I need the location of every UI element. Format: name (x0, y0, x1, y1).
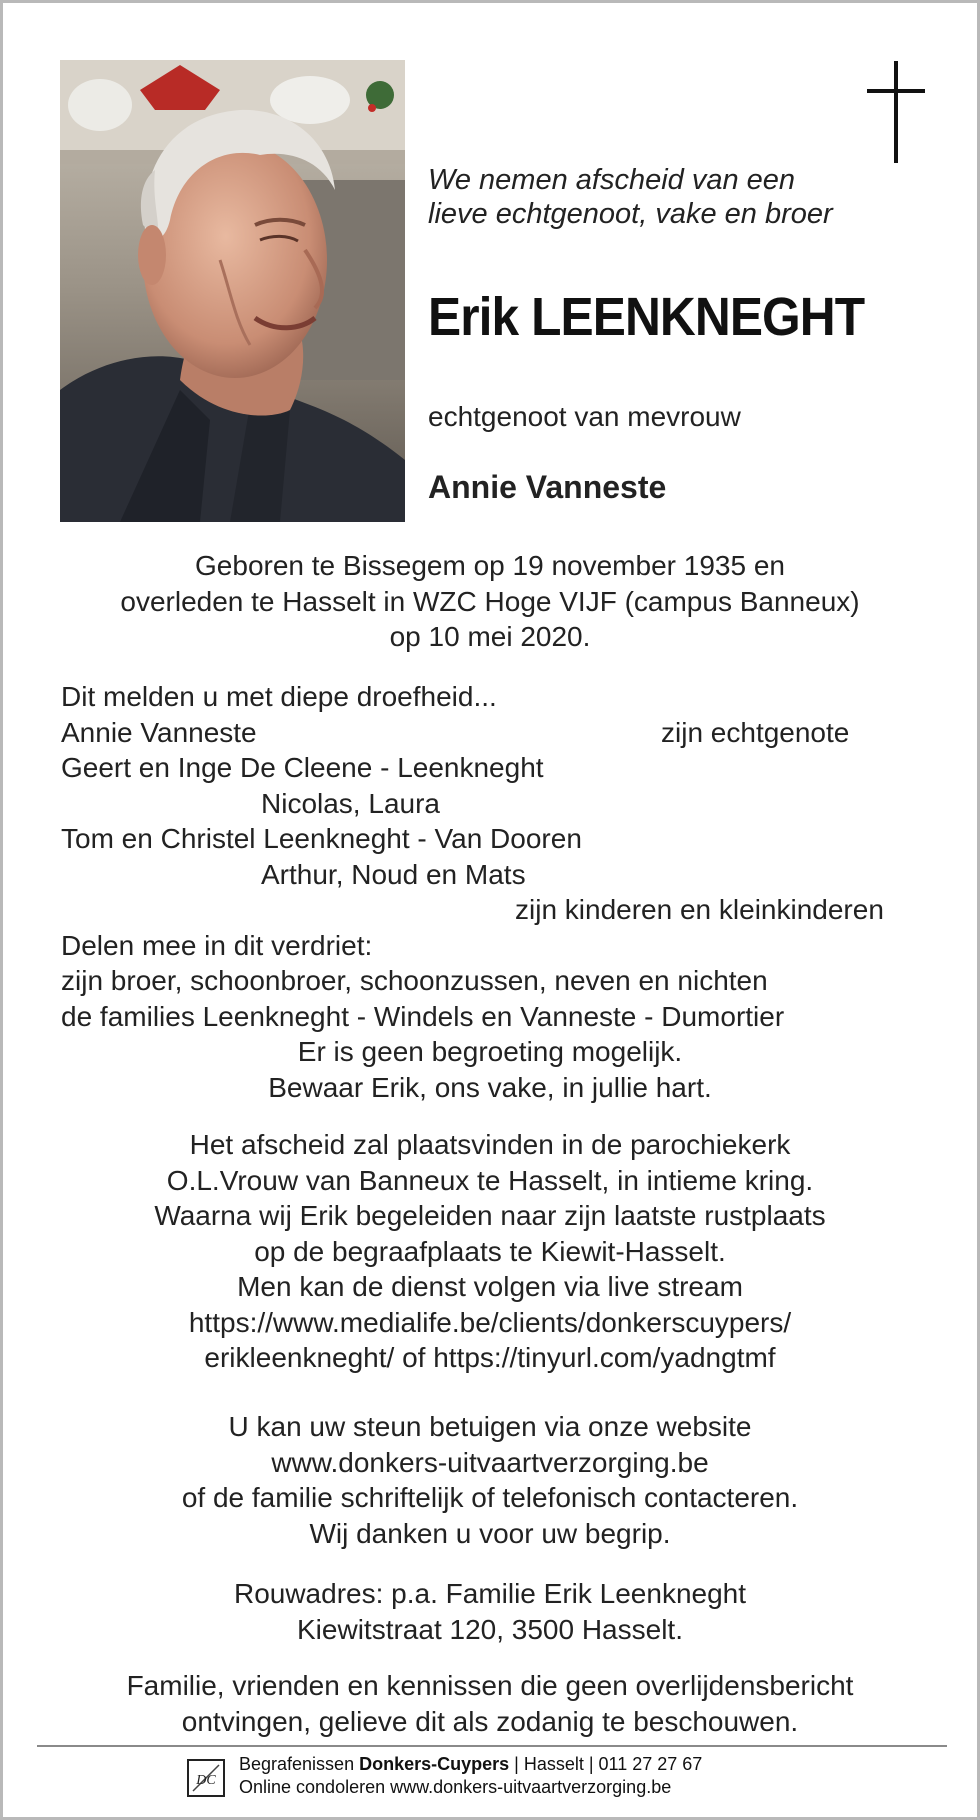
notice-line: Familie, vrienden en kennissen die geen overlijdensbericht (126, 1670, 854, 1701)
ceremony-line: O.L.Vrouw van Banneux te Hasselt, in intieme kring. (166, 1164, 814, 1196)
family-grandchildren-2: Arthur, Noud en Mats (261, 858, 526, 890)
notice-line: ontvingen, gelieve dit als zodanig te beschouwen. (181, 1705, 799, 1737)
cross-icon (867, 61, 927, 163)
portrait-photo (60, 60, 405, 522)
family-child-1: Geert en Inge De Cleene - Leenkneght (61, 752, 544, 783)
spouse-name: Annie Vanneste (428, 469, 667, 505)
family-children-relation: zijn kinderen en kleinkinderen (515, 894, 884, 925)
family-spouse: Annie Vanneste (61, 716, 257, 748)
notice (3, 1668, 977, 1739)
remarks (3, 1034, 977, 1105)
remark-line: Er is geen begroeting mogelijk. (297, 1036, 683, 1067)
remark-line: Bewaar Erik, ons vake, in jullie hart. (268, 1071, 712, 1103)
footer-company: Donkers-Cuypers (359, 1754, 510, 1774)
footer-contact: | Hasselt | 011 27 27 67 (514, 1754, 703, 1774)
family-families: de families Leenkneght - Windels en Vanneste - Dumortier (61, 1000, 785, 1032)
stream-link[interactable]: https://www.medialife.be/clients/donkerscuypers/ (188, 1306, 792, 1338)
logo-text: DC (196, 1773, 216, 1788)
intro-text (428, 163, 833, 231)
ceremony-line: op de begraafplaats te Kiewit-Hasselt. (254, 1235, 726, 1267)
family-child-2: Tom en Christel Leenkneght - Van Dooren (61, 823, 582, 854)
support-line: Wij danken u voor uw begrip. (309, 1517, 671, 1549)
details-line: overleden te Hasselt in WZC Hoge VIJF (campus Banneux) (120, 585, 860, 617)
spouse-intro: echtgenoot van mevrouw (428, 401, 741, 432)
family-opening: Dit melden u met diepe droefheid... (61, 681, 497, 712)
support-line: of de familie schriftelijk of telefonisch contacteren. (181, 1482, 799, 1513)
intro-line-2: lieve echtgenoot, vake en broer (428, 198, 833, 230)
family-spouse-relation: zijn echtgenote (661, 716, 850, 748)
family-grandchildren-1: Nicolas, Laura (261, 787, 440, 819)
footer-line-1 (239, 1753, 702, 1776)
ceremony-line: Men kan de dienst volgen via live stream (237, 1271, 743, 1302)
footer-text (239, 1753, 702, 1799)
intro-line-1: We nemen afscheid van een (428, 164, 796, 196)
family-relatives: zijn broer, schoonbroer, schoonzussen, neven en nichten (61, 965, 768, 996)
details-line: op 10 mei 2020. (389, 621, 591, 652)
family-row-children-relation (61, 892, 931, 928)
ceremony-details (3, 1127, 977, 1376)
family-list (61, 679, 931, 1034)
birth-death-details (3, 548, 977, 655)
address-line: Kiewitstraat 120, 3500 Hasselt. (297, 1613, 683, 1645)
footer-divider (37, 1745, 947, 1747)
website-link[interactable]: www.donkers-uitvaartverzorging.be (271, 1446, 709, 1478)
funeral-home-logo-icon (187, 1759, 225, 1797)
footer (187, 1753, 807, 1809)
stream-link-continued[interactable]: erikleenkneght/ of https://tinyurl.com/yadngtmf (204, 1342, 776, 1373)
details-line: Geboren te Bissegem op 19 november 1935 en (195, 550, 785, 581)
ceremony-line: Het afscheid zal plaatsvinden in de parochiekerk (189, 1129, 791, 1160)
footer-condolence-link[interactable]: Online condoleren www.donkers-uitvaartverzorging.be (239, 1777, 672, 1797)
support-details (3, 1409, 977, 1551)
footer-prefix: Begrafenissen (239, 1754, 355, 1774)
portrait-illustration (60, 60, 405, 522)
deceased-name: Erik LEENKNEGHT (428, 287, 865, 347)
address-line: Rouwadres: p.a. Familie Erik Leenkneght (233, 1578, 747, 1609)
ceremony-line: Waarna wij Erik begeleiden naar zijn laatste rustplaats (154, 1200, 826, 1231)
support-line: U kan uw steun betuigen via onze website (228, 1411, 752, 1442)
mourning-address (3, 1576, 977, 1647)
family-share-intro: Delen mee in dit verdriet: (61, 929, 373, 961)
family-row-spouse (61, 715, 931, 751)
